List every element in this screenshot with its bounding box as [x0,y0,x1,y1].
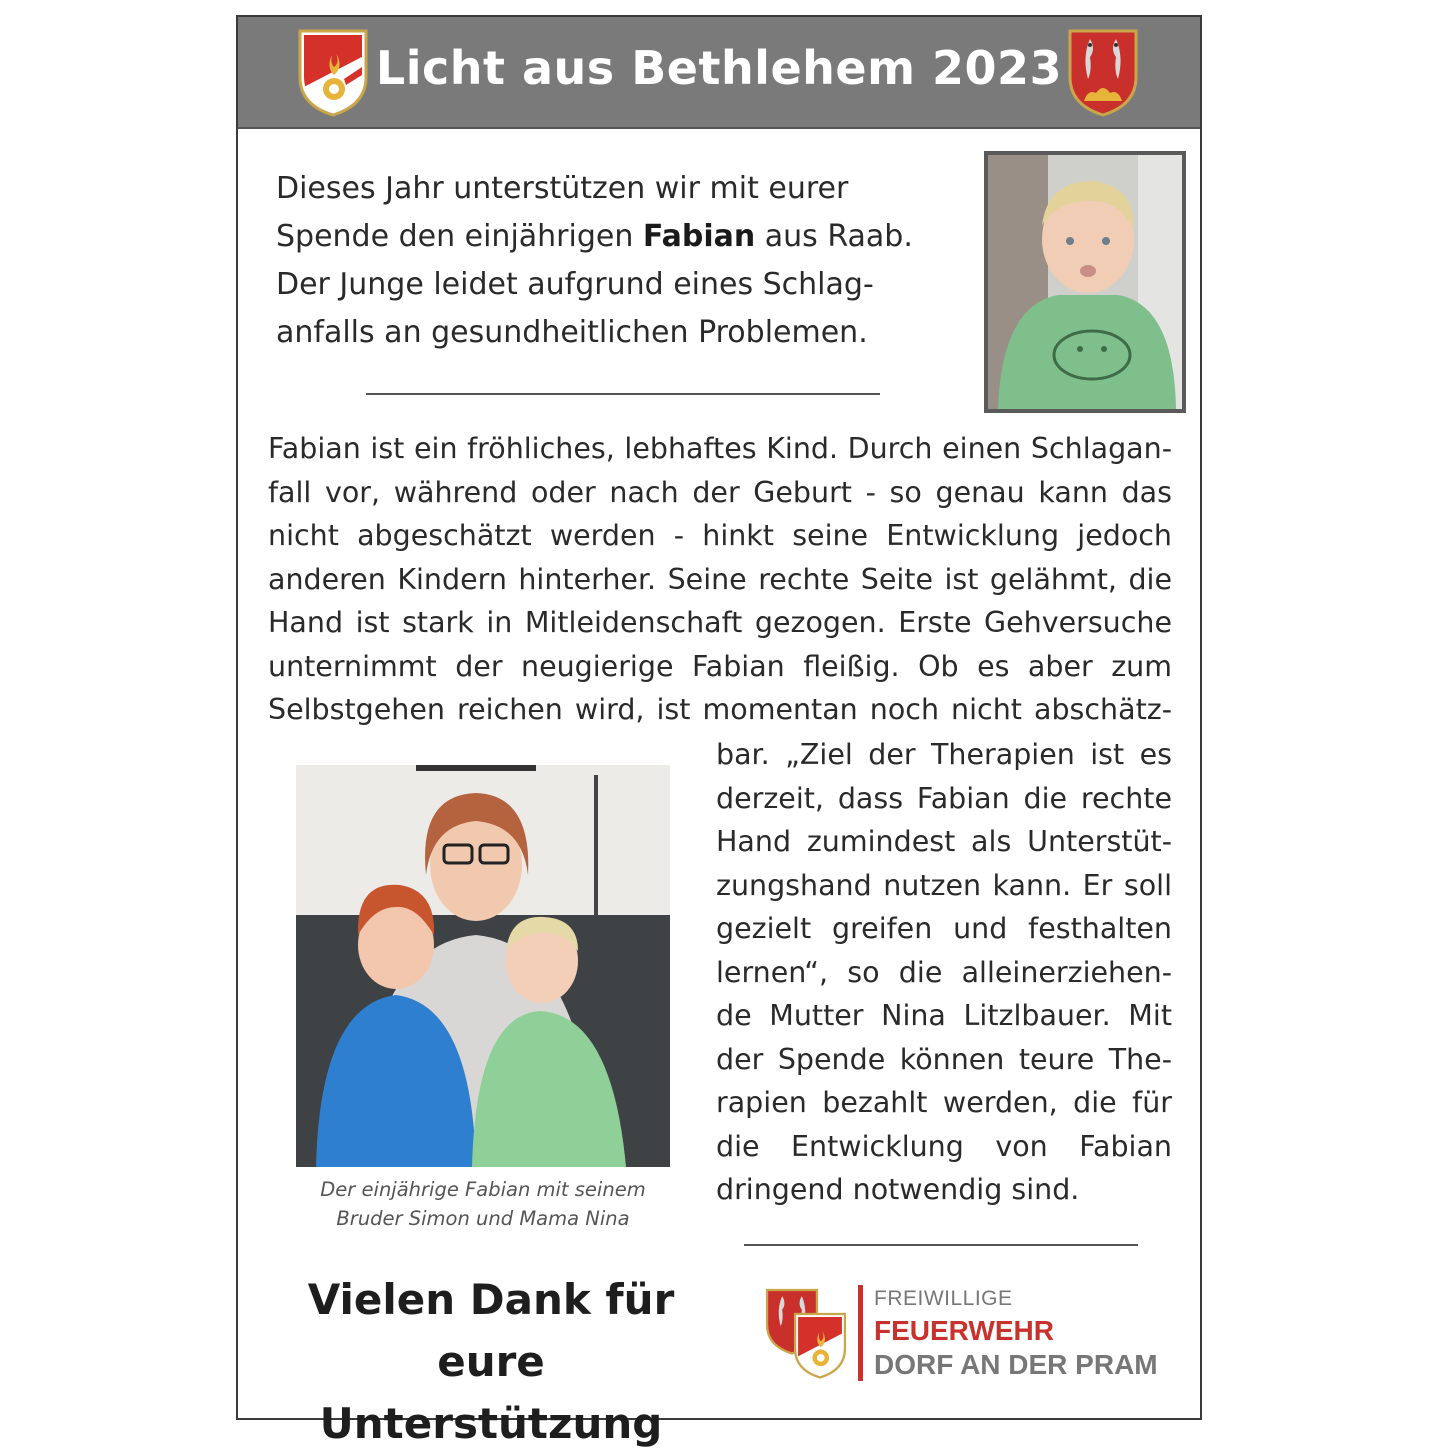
caption-line: Bruder Simon und Mama Nina [336,1207,630,1230]
body-line: unternimmt der neugierige Fabian fleißig. Ob es aber zum [268,649,1172,683]
body-line: fall vor, während oder nach der Geburt - so genau kann das [268,475,1172,509]
body-line: gezielt greifen und festhalten [716,912,1172,945]
header-bar [238,17,1200,129]
body-line: zungshand nutzen kann. Er soll [716,868,1172,902]
body-paragraph-column [716,733,1172,1212]
municipal-fish-crest-icon [1066,27,1140,117]
body-paragraph-full [268,427,1172,732]
section-divider [366,393,880,395]
thanks-line: eure Unterstützung [319,1337,663,1448]
photo-caption [278,1175,688,1233]
body-line: rapien bezahlt werden, die für [716,1086,1172,1119]
body-line: anderen Kindern hinterher. Seine rechte Seite ist gelähmt, die [268,562,1172,596]
body-line: Fabian ist ein fröhliches, lebhaftes Kind. Durch einen Schlagan- [268,432,1172,465]
body-line: Hand zumindest als Unterstüt- [716,825,1172,858]
intro-paragraph [276,165,966,357]
intro-child-name: Fabian [642,219,756,254]
body-line: derzeit, dass Fabian die rechte [716,781,1172,815]
body-line: nicht abgeschätzt werden - hinkt seine Entwicklung jedoch [268,519,1172,552]
section-divider [744,1244,1138,1246]
body-line: die Entwicklung von Fabian [716,1129,1172,1163]
intro-text-part1: Dieses Jahr unterstützen wir mit eurer Spende den einjährigen [276,171,849,254]
flyer-frame [236,15,1202,1448]
family-photo [296,765,670,1167]
body-line: bar. „Ziel der Therapien ist es [716,738,1172,771]
body-line: dringend notwendig sind. [716,1173,1080,1206]
caption-line: Der einjährige Fabian mit seinem [320,1178,646,1201]
thanks-line: Vielen Dank für [307,1275,675,1324]
intro-text-part2: aus Raab. Der Junge leidet aufgrund eines Schlag- anfalls an gesundheitlichen Problemen. [276,219,913,350]
logo-line-1: FREIWILLIGE [874,1287,1013,1310]
thank-you-heading [268,1269,714,1455]
logo-divider-bar [858,1285,863,1381]
body-line: Hand ist stark in Mitleidenschaft gezogen. Erste Gehversuche [268,606,1172,639]
page-title: Licht aus Bethlehem 2023 [375,41,1063,95]
body-line: der Spende können teure The- [716,1042,1172,1076]
body-line: Selbstgehen reichen wird, ist momentan noch nicht abschätz- [268,693,1172,726]
logo-line-2: FEUERWEHR [874,1315,1054,1346]
fire-brigade-crest-icon [792,1311,848,1379]
fabian-portrait-photo [984,151,1186,413]
body-line: lernen“, so die alleinerziehen- [716,955,1172,989]
logo-line-3: DORF AN DER PRAM [874,1349,1158,1380]
fire-brigade-logo [762,1285,1182,1389]
body-line: de Mutter Nina Litzlbauer. Mit [716,999,1172,1032]
